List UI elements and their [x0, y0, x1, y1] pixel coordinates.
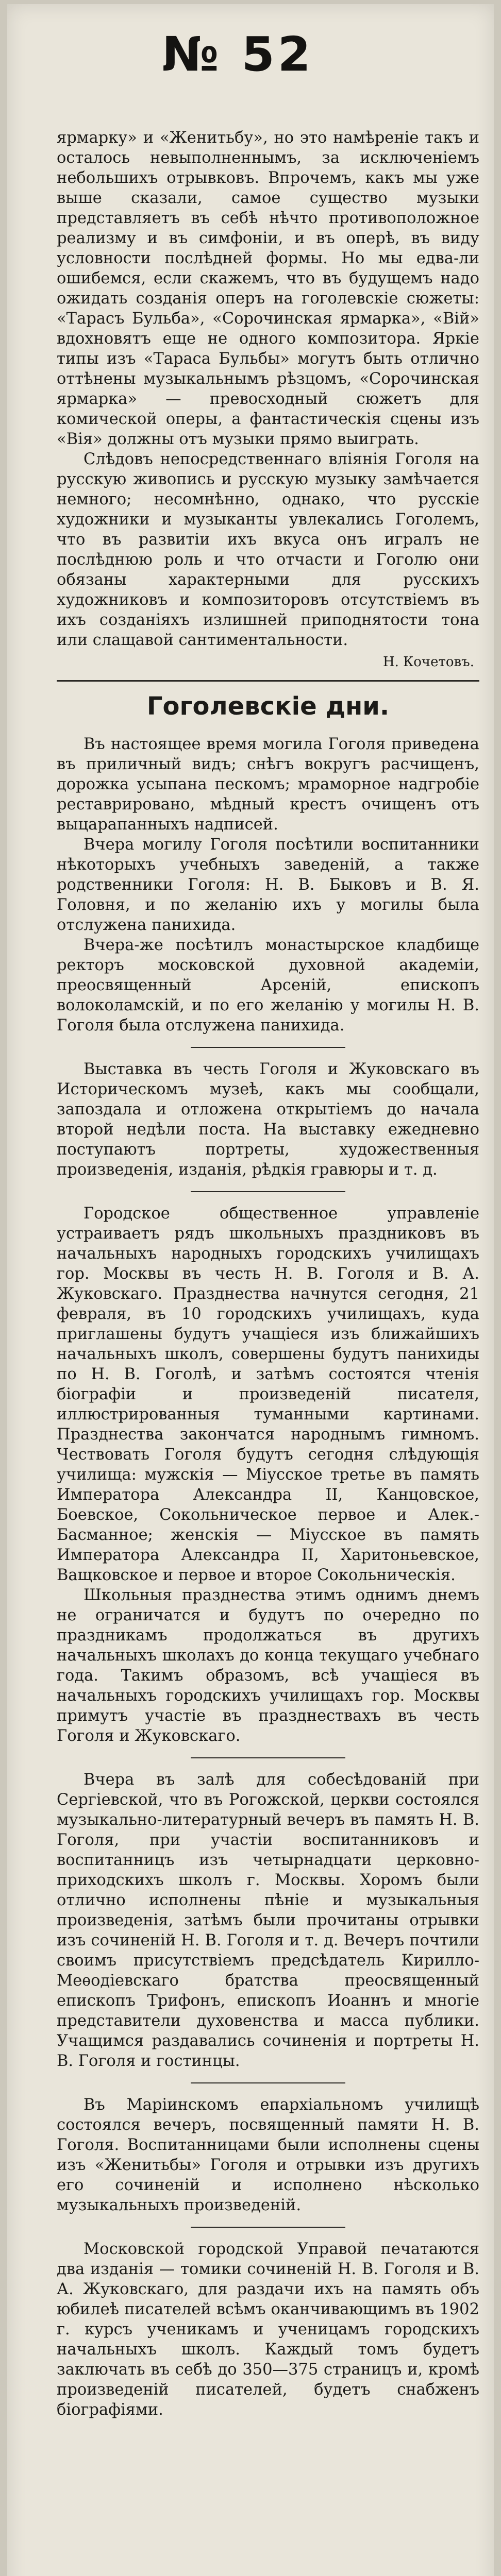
paragraph-divider	[191, 1191, 345, 1192]
article2-paragraph: Въ Маріинскомъ епархіальномъ училищѣ состоялся вечеръ, посвященный памяти Н. В. Гоголя. Воспитанницами были исполнены сцены изъ «Женитьбы» Гоголя и отрывки изъ другихъ его сочиненій и исполнено нѣсколько музыкальныхъ произведеній.	[57, 2096, 479, 2214]
article2-paragraph: Московской городской Управой печатаются два изданія — томики сочиненій Н. В. Гоголя и В. А. Жуковскаго, для раздачи ихъ на память объ юбилеѣ писателей всѣмъ оканчивающимъ въ 1902 г. курсъ ученикамъ и ученицамъ городскихъ начальныхъ школъ. Каждый томъ будетъ заключать въ себѣ до 350—375 страницъ и, кромѣ произведеній писателей, будетъ снабженъ біографіями.	[57, 2240, 479, 2419]
article2-paragraph: Вчера въ залѣ для собесѣдованій при Сергіевской, что въ Рогожской, церкви состоялся музыкально-литературный вечеръ въ память Н. В. Гоголя, при участіи воспитанниковъ и воспитанницъ изъ четырнадцати церковно-приходскихъ школъ г. Москвы. Хоромъ были отлично исполнены пѣніе и музыкальныя произведенія, затѣмъ были прочитаны отрывки изъ сочиненій Н. В. Гоголя и т. д. Вечеръ почтили своимъ присутствіемъ предсѣдатель Кирилло-Меѳодіевскаго братства преосвященный епископъ Трифонъ, епископъ Иоаннъ и многіе представители духовенства и масса публики. Учащимся раздавались сочиненія и портреты Н. В. Гоголя и гостинцы.	[57, 1771, 479, 2070]
article2-paragraph: Въ настоящее время могила Гоголя приведена въ приличный видъ; снѣгъ вокругъ расчищенъ, дорожка усыпана пескомъ; мраморное надгробіе реставрировано, мѣдный крестъ очищенъ отъ выцарапанныхъ надписей.	[57, 735, 479, 834]
paragraph-divider	[191, 2227, 345, 2228]
article1-paragraph: Слѣдовъ непосредственнаго вліянія Гоголя на русскую живопись и русскую музыку замѣчается немного; несомнѣнно, однако, что русскіе художники и музыканты увлекались Гоголемъ, что въ развитіи ихъ вкуса онъ игралъ не послѣднюю роль и что отчасти и Гоголю они обязаны характерными для русскихъ художниковъ и композиторовъ отсутствіемъ въ ихъ созданіяхъ излишней приподнятости тона или слащавой сантиментальности.	[57, 450, 479, 649]
paragraph-divider	[191, 2082, 345, 2083]
article2-paragraph: Городское общественное управленіе устраиваетъ рядъ школьныхъ праздниковъ въ начальныхъ народныхъ городскихъ училищахъ гор. Москвы въ честь Н. В. Гоголя и В. А. Жуковскаго. Празднества начнутся сегодня, 21 февраля, въ 10 городскихъ училищахъ, куда приглашены будутъ учащіеся изъ ближайшихъ начальныхъ школъ, совершены будутъ панихиды по Н. В. Гоголѣ, и затѣмъ состоятся чтенія біографіи и произведеній писателя, иллюстрированныя туманными картинами. Празднества закончатся народнымъ гимномъ. Чествовать Гоголя будутъ сегодня слѣдующія училища: мужскія — Міусское третье въ память Императора Александра II, Канцовское, Боевское, Сокольническое первое и Алек.-Басманное; женскія — Міусское въ память Императора Александра II, Харитоньевское, Ващковское и первое и второе Сокольническія.	[57, 1205, 479, 1584]
section-heading: Гоголевскіе дни.	[146, 692, 390, 721]
article1-paragraph: ярмарку» и «Женитьбу», но это намѣреніе такъ и осталось невыполненнымъ, за исключеніемъ небольшихъ отрывковъ. Впрочемъ, какъ мы уже выше сказали, самое существо музыки представляетъ въ себѣ нѣчто противоположное реализму и въ симфоніи, и въ оперѣ, въ виду условности послѣдней формы. Но мы едва-ли ошибемся, если скажемъ, что въ будущемъ надо ожидать созданія оперъ на гоголевскіе сюжеты: «Тарасъ Бульба», «Сорочинская ярмарка», «Вій» вдохновятъ еще не одного композитора. Яркіе типы изъ «Тараса Бульбы» могутъ быть отлично оттѣнены музыкальнымъ рѣзцомъ, «Сорочинская ярмарка» — превосходный сюжетъ для комической оперы, а фантастическія сцены изъ «Вія» должны отъ музыки прямо выиграть.	[57, 129, 479, 448]
issue-number: № 52	[162, 27, 314, 82]
author-signature: Н. Кочетовъ.	[382, 654, 474, 670]
article2-paragraph: Вчера могилу Гоголя посѣтили воспитанники нѣкоторыхъ учебныхъ заведеній, а также родственники Гоголя: Н. В. Быковъ и В. Я. Головня, и по желанію ихъ у могилы была отслужена панихида.	[57, 836, 479, 934]
paragraph-divider	[191, 1047, 345, 1048]
paragraph-divider	[191, 1757, 345, 1758]
article2-paragraph: Выставка въ честь Гоголя и Жуковскаго въ Историческомъ музеѣ, какъ мы сообщали, запоздала и отложена открытіемъ до начала второй недѣли поста. На выставку ежедневно поступаютъ портреты, художественныя произведенія, изданія, рѣдкія гравюры и т. д.	[57, 1060, 479, 1179]
article2-paragraph: Вчера-же посѣтилъ монастырское кладбище ректоръ московской духовной академіи, преосвященный Арсеній, епископъ волоколамскій, и по его желанію у могилы Н. В. Гоголя была отслужена панихида.	[57, 936, 479, 1035]
article2-paragraph: Школьныя празднества этимъ однимъ днемъ не ограничатся и будутъ по очередно по праздникамъ продолжаться въ другихъ начальныхъ школахъ до конца текущаго учебнаго года. Такимъ образомъ, всѣ учащіеся въ начальныхъ городскихъ училищахъ гор. Москвы примутъ участіе въ празднествахъ въ честь Гоголя и Жуковскаго.	[57, 1586, 479, 1745]
section-divider	[57, 680, 479, 682]
newspaper-clipping	[7, 4, 494, 2576]
text-column	[57, 128, 479, 2420]
